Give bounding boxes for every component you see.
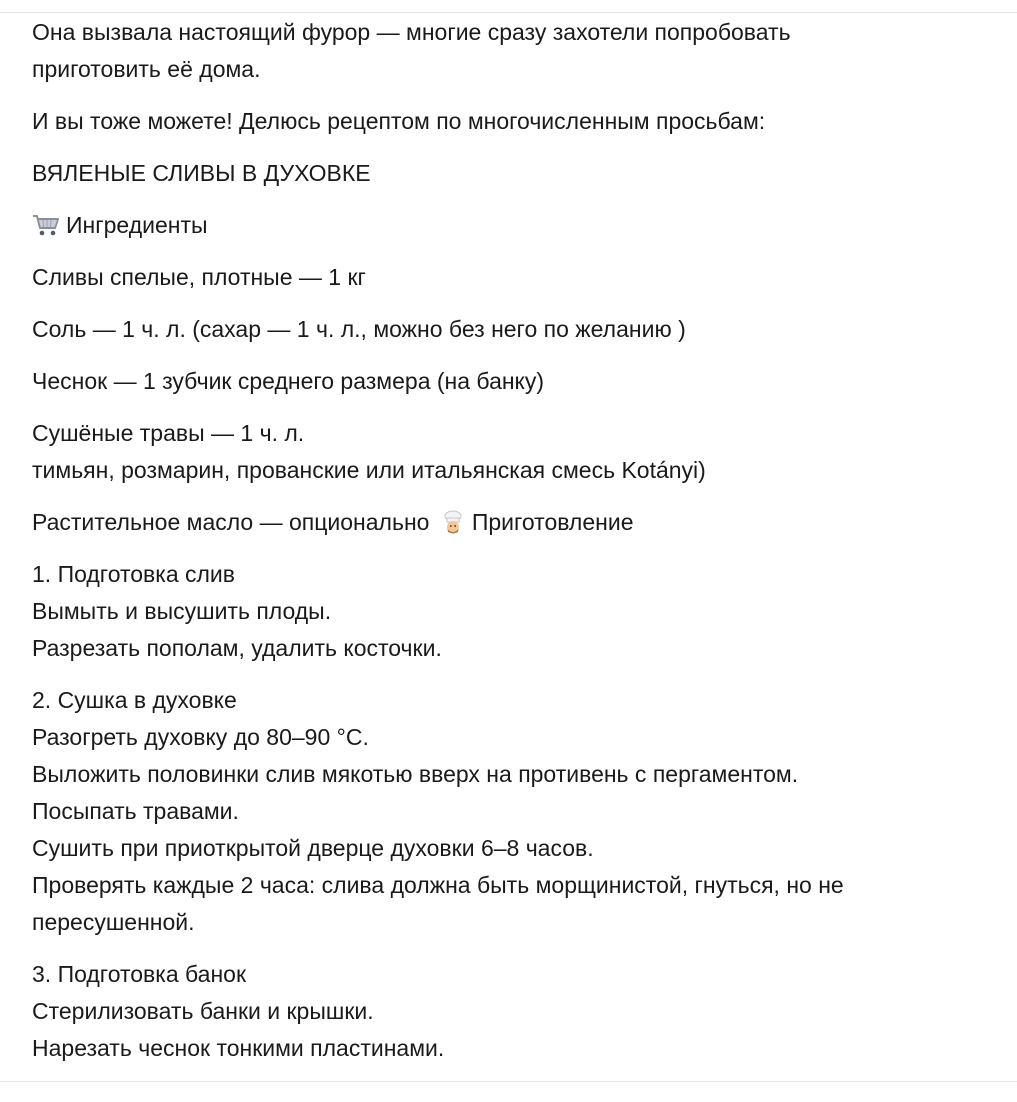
step-2-line: Сушить при приоткрытой дверце духовки 6–8 часов. (32, 835, 594, 861)
step-1 (32, 556, 1002, 667)
ingredient-herbs-line-2: тимьян, розмарин, прованские или итальянская смесь Kotányi) (32, 457, 706, 483)
chef-icon (440, 508, 466, 532)
step-2-line: Выложить половинки слив мякотью вверх на противень с пергаментом. (32, 761, 799, 787)
step-1-line: Вымыть и высушить плоды. (32, 598, 332, 624)
step-1-title: 1. Подготовка слив (32, 561, 236, 587)
post-text (32, 14, 1002, 1082)
step-2-line: Проверять каждые 2 часа: слива должна быть морщинистой, гнуться, но не (32, 872, 844, 898)
ingredient-garlic: Чеснок — 1 зубчик среднего размера (на банку) (32, 368, 545, 394)
ingredient-salt: Соль — 1 ч. л. (сахар — 1 ч. л., можно без него по желанию ) (32, 316, 686, 342)
ingredient-herbs-line-1: Сушёные травы — 1 ч. л. (32, 420, 305, 446)
bottom-divider (0, 1081, 1017, 1102)
top-divider (0, 0, 1017, 13)
step-2 (32, 682, 1002, 941)
recipe-title: ВЯЛЕНЫЕ СЛИВЫ В ДУХОВКЕ (32, 160, 371, 186)
shopping-cart-icon (32, 211, 60, 235)
step-2-line: пересушенной. (32, 909, 195, 935)
cooking-heading: Приготовление (471, 509, 634, 535)
step-3-line: Стерилизовать банки и крышки. (32, 998, 374, 1024)
step-3 (32, 956, 1002, 1067)
step-3-line: Нарезать чеснок тонкими пластинами. (32, 1035, 445, 1061)
ingredients-heading (32, 207, 1002, 244)
ingredients-heading-text: Ингредиенты (66, 212, 208, 238)
ingredient-oil: Растительное масло — опционально (32, 509, 430, 535)
share-paragraph: И вы тоже можете! Делюсь рецептом по многочисленным просьбам: (32, 108, 766, 134)
intro-paragraph (32, 14, 1002, 88)
ingredient-oil-and-cooking-heading (32, 504, 1002, 541)
step-2-line: Посыпать травами. (32, 798, 239, 824)
step-2-line: Разогреть духовку до 80–90 °С. (32, 724, 369, 750)
step-1-line: Разрезать пополам, удалить косточки. (32, 635, 442, 661)
intro-line-2: приготовить её дома. (32, 56, 261, 82)
intro-line-1: Она вызвала настоящий фурор — многие сразу захотели попробовать (32, 19, 791, 45)
step-3-title: 3. Подготовка банок (32, 961, 247, 987)
ingredient-plums: Сливы спелые, плотные — 1 кг (32, 264, 366, 290)
ingredient-herbs (32, 415, 1002, 489)
step-2-title: 2. Сушка в духовке (32, 687, 237, 713)
